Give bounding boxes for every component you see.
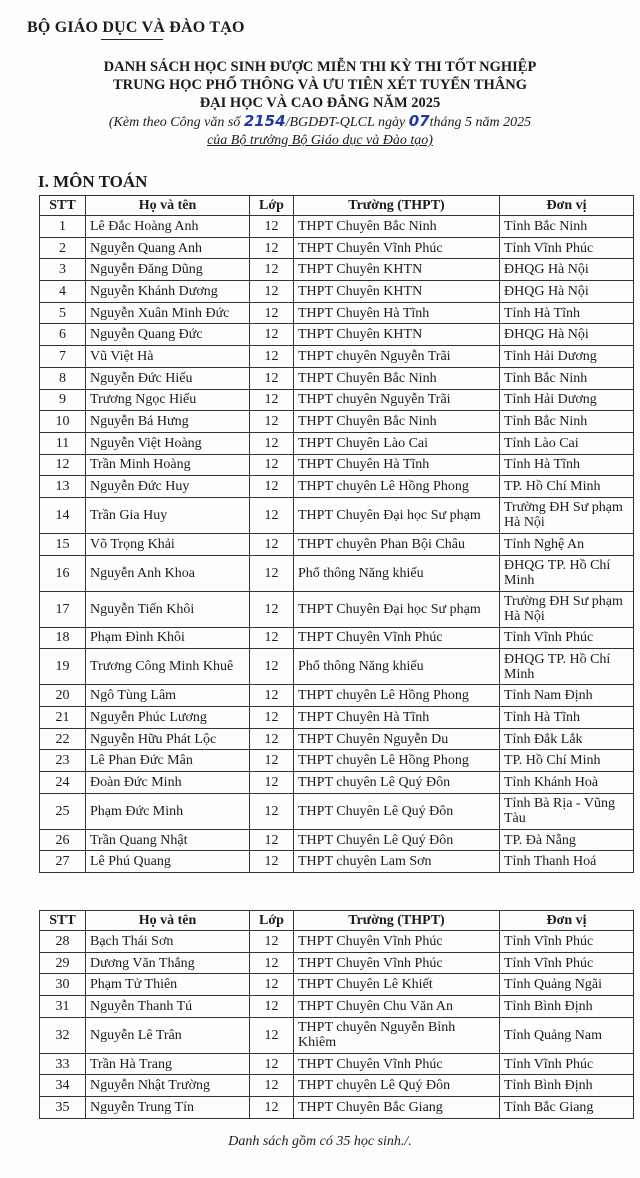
cell-school: THPT chuyên Nguyễn Trãi <box>294 389 500 411</box>
table-row <box>40 281 634 303</box>
cell-class: 12 <box>250 829 294 851</box>
table-row <box>40 1017 634 1053</box>
table-row <box>40 259 634 281</box>
cell-class: 12 <box>250 685 294 707</box>
cell-unit: Tỉnh Bà Rịa - Vũng Tàu <box>500 793 634 829</box>
cell-school: Phổ thông Năng khiếu <box>294 555 500 591</box>
cell-class: 12 <box>250 1097 294 1119</box>
cell-class: 12 <box>250 237 294 259</box>
cell-name: Trương Ngọc Hiếu <box>86 389 250 411</box>
title-line-1: DANH SÁCH HỌC SINH ĐƯỢC MIỄN THI KỲ THI TỐT NGHIỆP <box>103 59 537 75</box>
cell-stt: 21 <box>40 707 86 729</box>
cell-school: THPT Chuyên Vĩnh Phúc <box>294 1053 500 1075</box>
cell-stt: 19 <box>40 649 86 685</box>
cell-unit: Tỉnh Bình Định <box>500 996 634 1018</box>
cell-school: THPT chuyên Lê Quý Đôn <box>294 772 500 794</box>
table-row <box>40 750 634 772</box>
cell-unit: Tỉnh Bắc Ninh <box>500 367 634 389</box>
ref-prefix: (Kèm theo Công văn số <box>108 115 241 130</box>
cell-stt: 34 <box>40 1075 86 1097</box>
cell-stt: 26 <box>40 829 86 851</box>
table-row <box>40 793 634 829</box>
cell-stt: 4 <box>40 281 86 303</box>
section-title: I. MÔN TOÁN <box>38 172 148 191</box>
table-row <box>40 952 634 974</box>
cell-school: THPT Chuyên Bắc Ninh <box>294 367 500 389</box>
cell-class: 12 <box>250 974 294 996</box>
cell-name: Nguyễn Lê Trân <box>86 1017 250 1053</box>
student-table-2 <box>39 910 634 1119</box>
cell-school: THPT chuyên Lê Hồng Phong <box>294 750 500 772</box>
cell-name: Nguyễn Đăng Dũng <box>86 259 250 281</box>
cell-unit: Tỉnh Nam Định <box>500 685 634 707</box>
cell-stt: 35 <box>40 1097 86 1119</box>
cell-class: 12 <box>250 591 294 627</box>
cell-class: 12 <box>250 389 294 411</box>
cell-unit: Tỉnh Lào Cai <box>500 432 634 454</box>
cell-stt: 25 <box>40 793 86 829</box>
table-row <box>40 627 634 649</box>
cell-stt: 18 <box>40 627 86 649</box>
cell-stt: 32 <box>40 1017 86 1053</box>
cell-class: 12 <box>250 346 294 368</box>
cell-class: 12 <box>250 281 294 303</box>
cell-name: Nguyễn Bá Hưng <box>86 411 250 433</box>
table-row <box>40 497 634 533</box>
cell-unit: Tỉnh Vĩnh Phúc <box>500 237 634 259</box>
cell-class: 12 <box>250 259 294 281</box>
cell-unit: Tỉnh Quảng Ngãi <box>500 974 634 996</box>
cell-stt: 16 <box>40 555 86 591</box>
cell-name: Nguyễn Quang Đức <box>86 324 250 346</box>
cell-school: THPT Chuyên KHTN <box>294 324 500 346</box>
col-class: Lớp <box>250 911 294 931</box>
cell-unit: Tỉnh Vĩnh Phúc <box>500 952 634 974</box>
reference-line <box>0 112 640 132</box>
cell-school: THPT Chuyên Bắc Ninh <box>294 216 500 238</box>
cell-name: Nguyễn Nhật Trường <box>86 1075 250 1097</box>
cell-name: Trần Hà Trang <box>86 1053 250 1075</box>
cell-stt: 31 <box>40 996 86 1018</box>
cell-unit: Tỉnh Vĩnh Phúc <box>500 627 634 649</box>
cell-name: Ngô Tùng Lâm <box>86 685 250 707</box>
cell-stt: 23 <box>40 750 86 772</box>
cell-name: Vũ Việt Hà <box>86 346 250 368</box>
cell-unit: Tỉnh Hà Tĩnh <box>500 454 634 476</box>
cell-name: Nguyễn Khánh Dương <box>86 281 250 303</box>
table-row <box>40 728 634 750</box>
cell-unit: ĐHQG Hà Nội <box>500 281 634 303</box>
col-unit: Đơn vị <box>500 196 634 216</box>
table-row <box>40 555 634 591</box>
cell-class: 12 <box>250 1075 294 1097</box>
cell-name: Phạm Đức Minh <box>86 793 250 829</box>
cell-name: Nguyễn Đức Hiếu <box>86 367 250 389</box>
cell-stt: 12 <box>40 454 86 476</box>
cell-class: 12 <box>250 728 294 750</box>
footer-note: Danh sách gồm có 35 học sinh./. <box>228 1134 412 1149</box>
cell-school: THPT Chuyên Vĩnh Phúc <box>294 931 500 953</box>
cell-stt: 20 <box>40 685 86 707</box>
cell-stt: 1 <box>40 216 86 238</box>
cell-school: THPT Chuyên KHTN <box>294 259 500 281</box>
cell-class: 12 <box>250 851 294 873</box>
cell-unit: Tỉnh Hải Dương <box>500 389 634 411</box>
cell-stt: 33 <box>40 1053 86 1075</box>
cell-school: THPT Chuyên Vĩnh Phúc <box>294 237 500 259</box>
cell-name: Võ Trọng Khải <box>86 533 250 555</box>
cell-class: 12 <box>250 476 294 498</box>
reference-line-2: của Bộ trưởng Bộ Giáo dục và Đào tạo) <box>207 133 433 148</box>
cell-unit: Tỉnh Khánh Hoà <box>500 772 634 794</box>
cell-unit: Trường ĐH Sư phạm Hà Nội <box>500 591 634 627</box>
cell-name: Phạm Đình Khôi <box>86 627 250 649</box>
table-row <box>40 685 634 707</box>
cell-school: THPT chuyên Nguyễn Bỉnh Khiêm <box>294 1017 500 1053</box>
cell-class: 12 <box>250 793 294 829</box>
col-school: Trường (THPT) <box>294 911 500 931</box>
cell-class: 12 <box>250 996 294 1018</box>
cell-school: THPT Chuyên Lê Khiết <box>294 974 500 996</box>
cell-name: Trần Gia Huy <box>86 497 250 533</box>
cell-school: THPT Chuyên Hà Tĩnh <box>294 302 500 324</box>
cell-name: Bạch Thái Sơn <box>86 931 250 953</box>
title-line-3: ĐẠI HỌC VÀ CAO ĐẲNG NĂM 2025 <box>199 95 441 111</box>
cell-stt: 2 <box>40 237 86 259</box>
table-row <box>40 772 634 794</box>
cell-school: THPT Chuyên Lào Cai <box>294 432 500 454</box>
cell-class: 12 <box>250 1017 294 1053</box>
cell-unit: Tỉnh Nghệ An <box>500 533 634 555</box>
cell-name: Nguyễn Đức Huy <box>86 476 250 498</box>
table-header-row <box>40 196 634 216</box>
cell-unit: ĐHQG TP. Hồ Chí Minh <box>500 649 634 685</box>
cell-class: 12 <box>250 302 294 324</box>
cell-school: THPT chuyên Lê Hồng Phong <box>294 476 500 498</box>
cell-name: Lê Đắc Hoàng Anh <box>86 216 250 238</box>
table-row <box>40 389 634 411</box>
cell-stt: 15 <box>40 533 86 555</box>
cell-unit: ĐHQG Hà Nội <box>500 259 634 281</box>
cell-unit: Tỉnh Hà Tĩnh <box>500 707 634 729</box>
cell-unit: Tỉnh Đắk Lắk <box>500 728 634 750</box>
cell-name: Phạm Tử Thiên <box>86 974 250 996</box>
cell-name: Trương Công Minh Khuê <box>86 649 250 685</box>
cell-school: THPT Chuyên Vĩnh Phúc <box>294 952 500 974</box>
table-row <box>40 707 634 729</box>
cell-unit: Tỉnh Hà Tĩnh <box>500 302 634 324</box>
cell-school: THPT Chuyên Hà Tĩnh <box>294 707 500 729</box>
cell-school: THPT Chuyên Vĩnh Phúc <box>294 627 500 649</box>
cell-unit: Tỉnh Hải Dương <box>500 346 634 368</box>
cell-stt: 7 <box>40 346 86 368</box>
cell-class: 12 <box>250 454 294 476</box>
table-row <box>40 302 634 324</box>
ref-suffix: tháng 5 năm 2025 <box>429 115 532 130</box>
cell-school: THPT chuyên Lê Hồng Phong <box>294 685 500 707</box>
cell-class: 12 <box>250 555 294 591</box>
cell-class: 12 <box>250 324 294 346</box>
title-line-2: TRUNG HỌC PHỔ THÔNG VÀ ƯU TIÊN XÉT TUYỂN THẲNG <box>113 77 527 93</box>
table-row <box>40 367 634 389</box>
cell-class: 12 <box>250 367 294 389</box>
cell-class: 12 <box>250 931 294 953</box>
table-row <box>40 649 634 685</box>
cell-unit: Tỉnh Quảng Nam <box>500 1017 634 1053</box>
cell-school: THPT chuyên Lê Quý Đôn <box>294 1075 500 1097</box>
ministry-name <box>27 19 245 37</box>
cell-school: Phổ thông Năng khiếu <box>294 649 500 685</box>
table-row <box>40 216 634 238</box>
ref-middle: /BGDĐT-QLCL ngày <box>285 115 406 130</box>
cell-class: 12 <box>250 216 294 238</box>
cell-unit: ĐHQG TP. Hồ Chí Minh <box>500 555 634 591</box>
table-row <box>40 432 634 454</box>
col-stt: STT <box>40 196 86 216</box>
cell-class: 12 <box>250 411 294 433</box>
cell-stt: 10 <box>40 411 86 433</box>
cell-class: 12 <box>250 952 294 974</box>
table-row <box>40 346 634 368</box>
cell-school: THPT chuyên Nguyễn Trãi <box>294 346 500 368</box>
cell-name: Lê Phú Quang <box>86 851 250 873</box>
cell-stt: 9 <box>40 389 86 411</box>
col-unit: Đơn vị <box>500 911 634 931</box>
ministry-text: BỘ GIÁO DỤC VÀ ĐÀO TẠO <box>27 19 245 36</box>
col-school: Trường (THPT) <box>294 196 500 216</box>
cell-class: 12 <box>250 750 294 772</box>
cell-name: Lê Phan Đức Mân <box>86 750 250 772</box>
cell-name: Nguyễn Việt Hoàng <box>86 432 250 454</box>
table-row <box>40 931 634 953</box>
col-name: Họ và tên <box>86 911 250 931</box>
cell-name: Nguyễn Tiến Khôi <box>86 591 250 627</box>
cell-name: Nguyễn Xuân Minh Đức <box>86 302 250 324</box>
table-row <box>40 237 634 259</box>
cell-name: Nguyễn Quang Anh <box>86 237 250 259</box>
cell-stt: 27 <box>40 851 86 873</box>
cell-stt: 17 <box>40 591 86 627</box>
cell-class: 12 <box>250 432 294 454</box>
cell-school: THPT Chuyên Bắc Ninh <box>294 411 500 433</box>
cell-stt: 22 <box>40 728 86 750</box>
table-row <box>40 1075 634 1097</box>
table-row <box>40 476 634 498</box>
cell-name: Dương Văn Thắng <box>86 952 250 974</box>
cell-school: THPT Chuyên Chu Văn An <box>294 996 500 1018</box>
cell-name: Nguyễn Trung Tín <box>86 1097 250 1119</box>
cell-name: Nguyễn Anh Khoa <box>86 555 250 591</box>
cell-school: THPT Chuyên Đại học Sư phạm <box>294 591 500 627</box>
cell-class: 12 <box>250 497 294 533</box>
ministry-underline <box>101 39 163 40</box>
cell-unit: Tỉnh Bắc Ninh <box>500 411 634 433</box>
cell-name: Trần Quang Nhật <box>86 829 250 851</box>
col-class: Lớp <box>250 196 294 216</box>
table-row <box>40 533 634 555</box>
cell-school: THPT chuyên Lam Sơn <box>294 851 500 873</box>
table-row <box>40 324 634 346</box>
document-title-block <box>0 58 640 150</box>
cell-stt: 30 <box>40 974 86 996</box>
cell-unit: Trường ĐH Sư phạm Hà Nội <box>500 497 634 533</box>
cell-school: THPT Chuyên Bắc Giang <box>294 1097 500 1119</box>
cell-class: 12 <box>250 1053 294 1075</box>
cell-class: 12 <box>250 533 294 555</box>
cell-unit: Tỉnh Bắc Ninh <box>500 216 634 238</box>
table-row <box>40 411 634 433</box>
student-table-1 <box>39 195 634 873</box>
cell-unit: TP. Hồ Chí Minh <box>500 476 634 498</box>
cell-stt: 29 <box>40 952 86 974</box>
cell-name: Đoàn Đức Minh <box>86 772 250 794</box>
cell-name: Nguyễn Hữu Phát Lộc <box>86 728 250 750</box>
cell-stt: 6 <box>40 324 86 346</box>
cell-class: 12 <box>250 772 294 794</box>
cell-school: THPT Chuyên KHTN <box>294 281 500 303</box>
cell-stt: 8 <box>40 367 86 389</box>
cell-stt: 28 <box>40 931 86 953</box>
table-row <box>40 829 634 851</box>
cell-unit: ĐHQG Hà Nội <box>500 324 634 346</box>
cell-stt: 24 <box>40 772 86 794</box>
cell-class: 12 <box>250 627 294 649</box>
cell-unit: Tỉnh Vĩnh Phúc <box>500 931 634 953</box>
cell-school: THPT chuyên Phan Bội Châu <box>294 533 500 555</box>
table-row <box>40 996 634 1018</box>
table-header-row <box>40 911 634 931</box>
ref-day-handwritten: 07 <box>408 112 430 130</box>
cell-school: THPT Chuyên Nguyễn Du <box>294 728 500 750</box>
cell-stt: 3 <box>40 259 86 281</box>
cell-name: Trần Minh Hoàng <box>86 454 250 476</box>
col-name: Họ và tên <box>86 196 250 216</box>
table-row <box>40 851 634 873</box>
cell-stt: 5 <box>40 302 86 324</box>
cell-unit: Tỉnh Thanh Hoá <box>500 851 634 873</box>
table-row <box>40 591 634 627</box>
cell-school: THPT Chuyên Lê Quý Đôn <box>294 793 500 829</box>
table-row <box>40 974 634 996</box>
cell-unit: TP. Hồ Chí Minh <box>500 750 634 772</box>
cell-unit: Tỉnh Vĩnh Phúc <box>500 1053 634 1075</box>
col-stt: STT <box>40 911 86 931</box>
table-row <box>40 454 634 476</box>
cell-class: 12 <box>250 649 294 685</box>
cell-school: THPT Chuyên Lê Quý Đôn <box>294 829 500 851</box>
ref-number-handwritten: 2154 <box>243 112 286 130</box>
cell-name: Nguyễn Phúc Lương <box>86 707 250 729</box>
cell-name: Nguyễn Thanh Tú <box>86 996 250 1018</box>
cell-school: THPT Chuyên Hà Tĩnh <box>294 454 500 476</box>
cell-class: 12 <box>250 707 294 729</box>
cell-school: THPT Chuyên Đại học Sư phạm <box>294 497 500 533</box>
cell-stt: 13 <box>40 476 86 498</box>
cell-unit: Tỉnh Bắc Giang <box>500 1097 634 1119</box>
cell-unit: TP. Đà Nẵng <box>500 829 634 851</box>
cell-unit: Tỉnh Bình Định <box>500 1075 634 1097</box>
table-row <box>40 1053 634 1075</box>
table-row <box>40 1097 634 1119</box>
cell-stt: 11 <box>40 432 86 454</box>
cell-stt: 14 <box>40 497 86 533</box>
